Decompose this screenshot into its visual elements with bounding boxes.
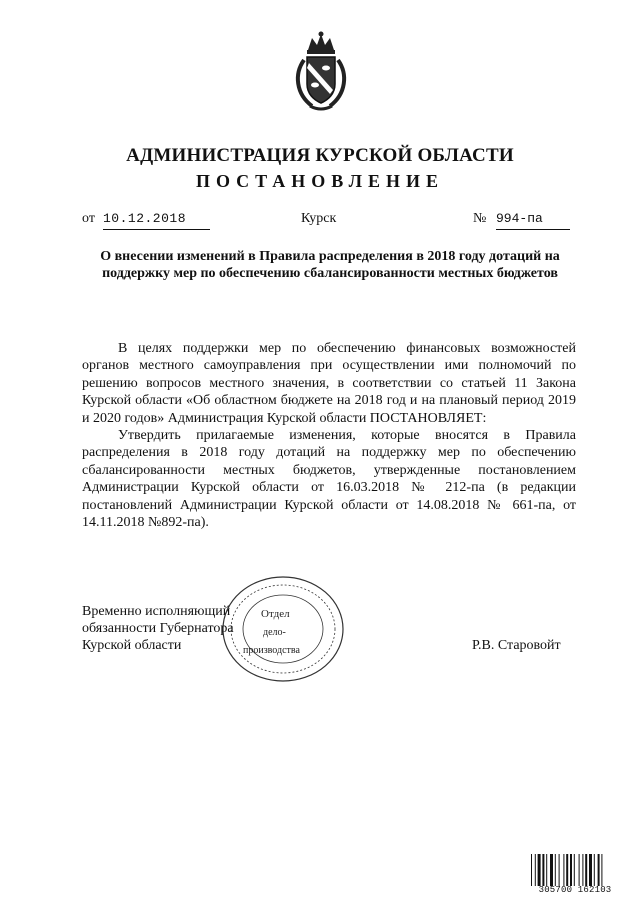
- barcode-bars: [530, 854, 620, 886]
- signatory-name: Р.В. Старовойт: [472, 638, 561, 653]
- position-line-3: Курской области: [82, 638, 182, 653]
- stamp-line-1: Отдел: [261, 608, 290, 620]
- position-line-1: Временно исполняющий: [82, 604, 231, 619]
- organization-title: АДМИНИСТРАЦИЯ КУРСКОЙ ОБЛАСТИ: [126, 145, 514, 166]
- document-number: 994-па: [496, 211, 543, 226]
- body-paragraph-2: Утвердить прилагаемые изменения, которые вносятся в Правила распределения в 2018 году дотаций на поддержку мер по обеспечению сбалансированности местных бюджетов, утвержденные постановлением Администрации Курской области от 16.03.2018 № 212-па (в редакции постановлений Администрации Курской области от 14.08.2018 № 661-па, от 14.11.2018 №892-па).: [82, 428, 576, 531]
- signatory-position: [82, 603, 234, 654]
- document-body: [82, 340, 576, 531]
- date-underline: [103, 229, 210, 230]
- barcode: [530, 854, 620, 898]
- document-city: Курск: [301, 211, 337, 226]
- document-date: 10.12.2018: [103, 211, 187, 226]
- office-stamp: [215, 573, 345, 685]
- stamp-line-3: производства: [243, 645, 300, 656]
- date-prefix: от: [82, 211, 95, 226]
- number-prefix: №: [473, 211, 487, 226]
- barcode-number: 305700 162103: [538, 885, 612, 895]
- document-type: ПОСТАНОВЛЕНИЕ: [195, 171, 445, 191]
- position-line-2: обязанности Губернатора: [82, 621, 234, 636]
- stamp-line-2: дело-: [263, 627, 286, 638]
- document-subject: О внесении изменений в Правила распределения в 2018 году дотаций на поддержку мер по обеспечению сбалансированности местных бюджетов: [100, 249, 560, 281]
- coat-of-arms-emblem: [290, 30, 352, 112]
- body-paragraph-1: В целях поддержки мер по обеспечению финансовых возможностей органов местного самоуправления при осуществлении ими полномочий по решению вопросов местного значения, в соответствии со статьей 11 Закона Курской области «Об областном бюджете на 2018 год и на плановый период 2019 и 2020 годов» Администрация Курской области ПОСТАНОВЛЯЕТ:: [82, 341, 576, 426]
- number-underline: [496, 229, 570, 230]
